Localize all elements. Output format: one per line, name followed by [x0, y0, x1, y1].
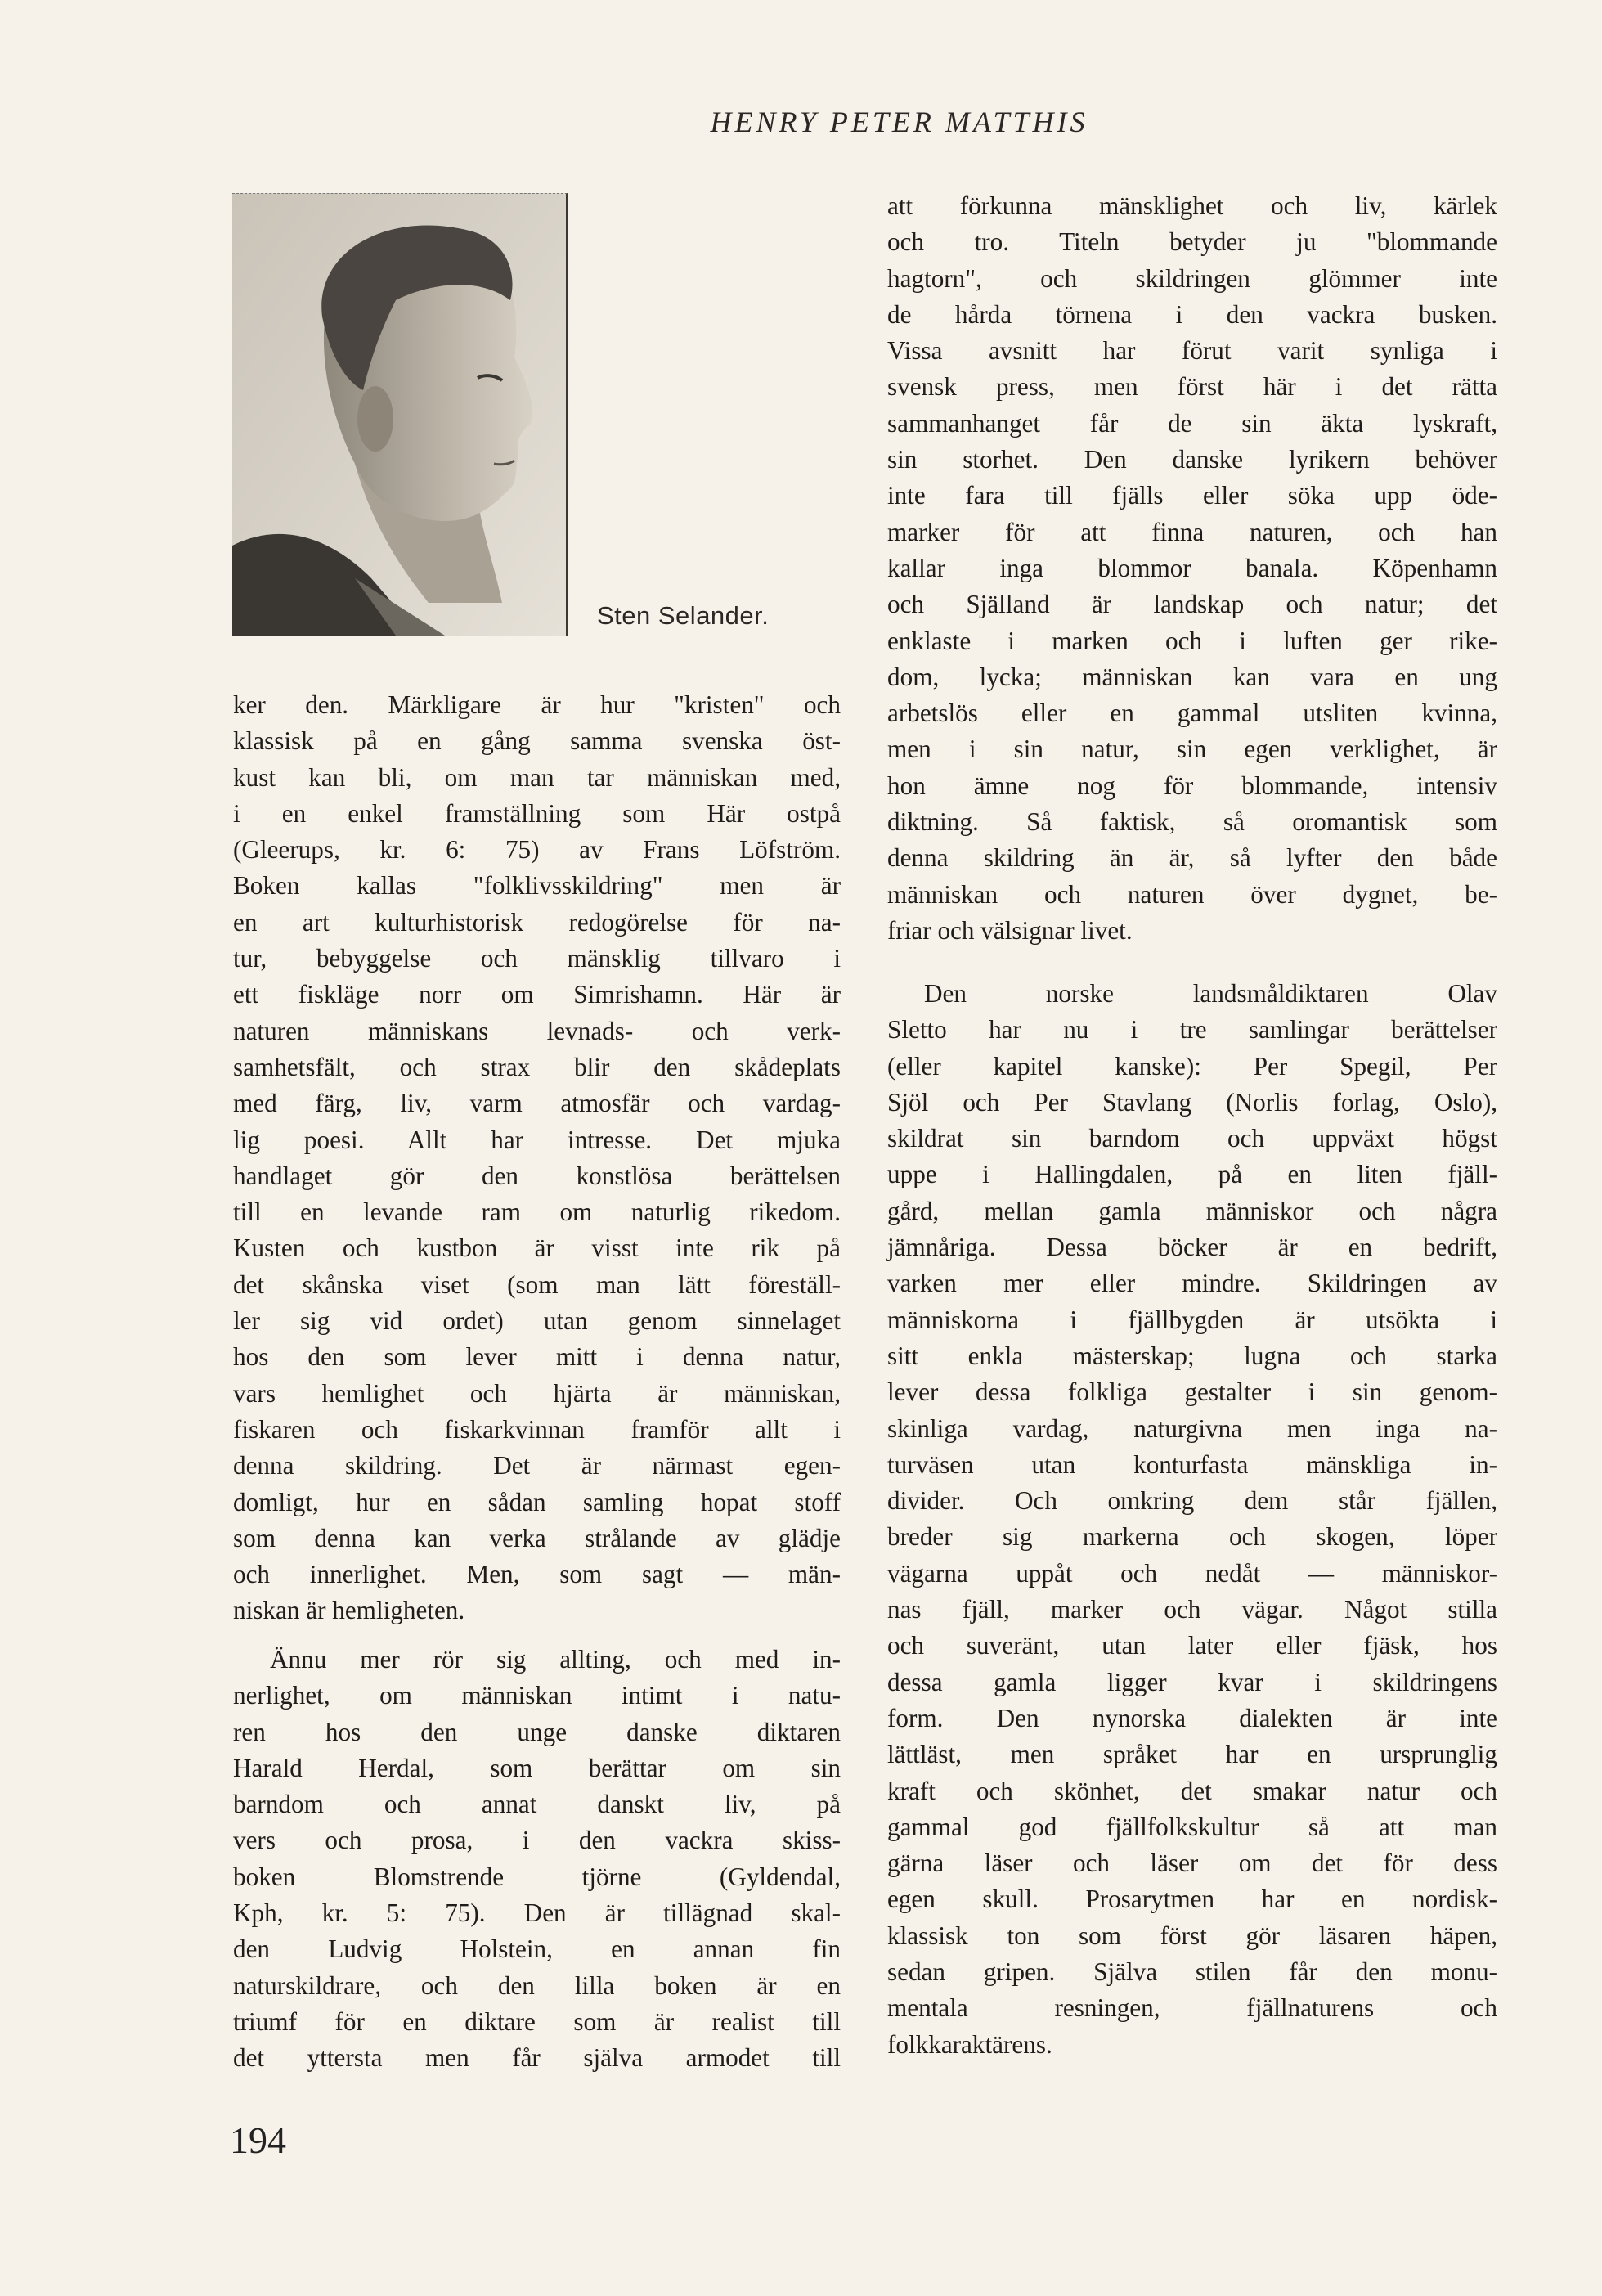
text-line: sin storhet. Den danske lyrikern behöver	[887, 445, 1497, 474]
text-line: sitt enkla mästerskap; lugna och starka	[887, 1341, 1497, 1370]
text-line: (eller kapitel kanske): Per Spegil, Per	[887, 1051, 1497, 1081]
text-line: nerlighet, om människan intimt i natu-	[233, 1681, 841, 1710]
text-line: Sjöl och Per Stavlang (Norlis forlag, Oslo),	[887, 1087, 1497, 1117]
text-line: det skånska viset (som man lätt föreställ-	[233, 1269, 841, 1299]
text-line: dessa gamla ligger kvar i skildringens	[887, 1667, 1497, 1696]
text-line: med färg, liv, varm atmosfär och vardag-	[233, 1089, 841, 1118]
text-line: lättläst, men språket har en ursprunglig	[887, 1740, 1497, 1769]
text-line: klassisk på en gång samma svenska öst-	[233, 726, 841, 756]
text-line: men i sin natur, sin egen verklighet, är	[887, 735, 1497, 764]
left-column-text	[233, 687, 841, 1629]
text-line: och innerlighet. Men, som sagt — män-	[233, 1560, 841, 1589]
text-line: ett fiskläge norr om Simrishamn. Här är	[233, 980, 841, 1009]
text-line: arbetslös eller en gammal utsliten kvinna,	[887, 699, 1497, 728]
text-line: denna skildring. Det är närmast egen-	[233, 1451, 841, 1480]
text-line: kraft och skönhet, det smakar natur och	[887, 1776, 1497, 1805]
text-line: människan och naturen över dygnet, be-	[887, 879, 1497, 909]
text-line: och tro. Titeln betyder ju "blommande	[887, 227, 1497, 257]
text-line: ker den. Märkligare är hur "kristen" och	[233, 690, 841, 719]
text-line: Vissa avsnitt har förut varit synliga i	[887, 336, 1497, 366]
text-line: skinliga vardag, naturgivna men inga na-	[887, 1413, 1497, 1443]
text-line: varken mer eller mindre. Skildringen av	[887, 1269, 1497, 1298]
text-line: den Ludvig Holstein, en annan fin	[233, 1934, 841, 1964]
text-line: tur, bebyggelse och mänsklig tillvaro i	[233, 944, 841, 973]
text-line: jämnåriga. Dessa böcker är en bedrift,	[887, 1233, 1497, 1262]
text-line: till en levande ram om naturlig rikedom.	[233, 1197, 841, 1227]
text-line: människorna i fjällbygden är utsökta i	[887, 1305, 1497, 1334]
text-line: ler sig vid ordet) utan genom sinnelaget	[233, 1306, 841, 1336]
text-line: i en enkel framställning som Här ostpå	[233, 798, 841, 828]
text-line: Den norske landsmåldiktaren Olav	[924, 979, 1497, 1008]
text-line: skildrat sin barndom och uppväxt högst	[887, 1124, 1497, 1153]
text-line: form. Den nynorska dialekten är inte	[887, 1703, 1497, 1732]
text-line: Ännu mer rör sig allting, och med in-	[270, 1645, 841, 1674]
text-line: enklaste i marken och i luften ger rike-	[887, 626, 1497, 655]
text-line: triumf för en diktare som är realist till	[233, 2006, 841, 2036]
text-line: egen skull. Prosarytmen har en nordisk-	[887, 1885, 1497, 1914]
text-line: dom, lycka; människan kan vara en ung	[887, 662, 1497, 691]
text-line: niskan är hemligheten.	[233, 1596, 465, 1625]
text-line: lig poesi. Allt har intresse. Det mjuka	[233, 1125, 841, 1154]
text-line: Kph, kr. 5: 75). Den är tillägnad skal-	[233, 1898, 841, 1928]
text-line: diktning. Så faktisk, så oromantisk som	[887, 807, 1497, 837]
text-line: gård, mellan gamla människor och några	[887, 1196, 1497, 1225]
text-line: vars hemlighet och hjärta är människan,	[233, 1378, 841, 1408]
text-line: gärna läser och läser om det för dess	[887, 1849, 1497, 1878]
text-line: Sletto har nu i tre samlingar berättelser	[887, 1015, 1497, 1045]
text-line: att förkunna mänsklighet och liv, kärlek	[887, 191, 1497, 220]
text-line: turväsen utan konturfasta mänskliga in-	[887, 1449, 1497, 1479]
text-line: Harald Herdal, som berättar om sin	[233, 1753, 841, 1782]
text-line: gammal god fjällfolkskultur så att man	[887, 1812, 1497, 1841]
text-line: och Själland är landskap och natur; det	[887, 590, 1497, 619]
text-line: och suveränt, utan later eller fjäsk, hos	[887, 1631, 1497, 1660]
right-column-text	[887, 188, 1497, 949]
text-line: divider. Och omkring dem står fjällen,	[887, 1486, 1497, 1516]
text-line: Boken kallas "folklivsskildring" men är	[233, 871, 841, 901]
text-line: vers och prosa, i den vackra skiss-	[233, 1826, 841, 1855]
text-line: hos den som lever mitt i denna natur,	[233, 1342, 841, 1372]
left-column-text-2	[233, 1642, 841, 2077]
text-line: naturskildrare, och den lilla boken är en	[233, 1970, 841, 2000]
page-number: 194	[230, 2119, 286, 2161]
text-line: det yttersta men får själva armodet till	[233, 2043, 841, 2073]
text-line: domligt, hur en sådan samling hopat stoff	[233, 1487, 841, 1516]
text-line: friar och välsignar livet.	[887, 915, 1133, 945]
photo-caption: Sten Selander.	[597, 601, 770, 630]
text-line: svensk press, men först här i det rätta	[887, 372, 1497, 402]
text-line: en art kulturhistorisk redogörelse för na-	[233, 907, 841, 937]
text-line: naturen människans levnads- och verk-	[233, 1016, 841, 1045]
text-line: handlaget gör den konstlösa berättelsen	[233, 1161, 841, 1190]
portrait-photo	[232, 193, 568, 636]
text-line: som denna kan verka strålande av glädje	[233, 1523, 841, 1552]
text-line: de hårda törnena i den vackra busken.	[887, 299, 1497, 329]
text-line: uppe i Hallingdalen, på en liten fjäll-	[887, 1160, 1497, 1189]
text-line: kust kan bli, om man tar människan med,	[233, 762, 841, 792]
text-line: sedan gripen. Själva stilen får den monu-	[887, 1957, 1497, 1987]
text-line: Kusten och kustbon är visst inte rik på	[233, 1233, 841, 1263]
text-line: inte fara till fjälls eller söka upp öde-	[887, 481, 1497, 510]
right-column-text-2	[887, 976, 1497, 2063]
text-line: hagtorn", och skildringen glömmer inte	[887, 263, 1497, 293]
text-line: (Gleerups, kr. 6: 75) av Frans Löfström.	[233, 835, 841, 865]
text-line: samhetsfält, och strax blir den skådeplats	[233, 1052, 841, 1081]
text-line: lever dessa folkliga gestalter i sin genom-	[887, 1377, 1497, 1407]
text-line: vägarna uppåt och nedåt — människor-	[887, 1558, 1497, 1588]
text-line: breder sig markerna och skogen, löper	[887, 1522, 1497, 1552]
text-line: folkkaraktärens.	[887, 2029, 1052, 2059]
text-line: ren hos den unge danske diktaren	[233, 1717, 841, 1746]
text-line: denna skildring än är, så lyfter den både	[887, 843, 1497, 873]
text-line: sammanhanget får de sin äkta lyskraft,	[887, 408, 1497, 438]
text-line: boken Blomstrende tjörne (Gyldendal,	[233, 1862, 841, 1891]
text-line: mentala resningen, fjällnaturens och	[887, 1993, 1497, 2023]
running-header: HENRY PETER MATTHIS	[710, 106, 1088, 138]
text-line: marker för att finna naturen, och han	[887, 517, 1497, 546]
text-line: hon ämne nog för blommande, intensiv	[887, 771, 1497, 800]
text-line: klassisk ton som först gör läsaren häpen,	[887, 1921, 1497, 1950]
portrait-image	[232, 194, 566, 636]
text-line: nas fjäll, marker och vägar. Något stilla	[887, 1595, 1497, 1624]
text-line: fiskaren och fiskarkvinnan framför allt i	[233, 1414, 841, 1444]
text-line: barndom och annat danskt liv, på	[233, 1790, 841, 1819]
text-line: kallar inga blommor banala. Köpenhamn	[887, 553, 1497, 582]
